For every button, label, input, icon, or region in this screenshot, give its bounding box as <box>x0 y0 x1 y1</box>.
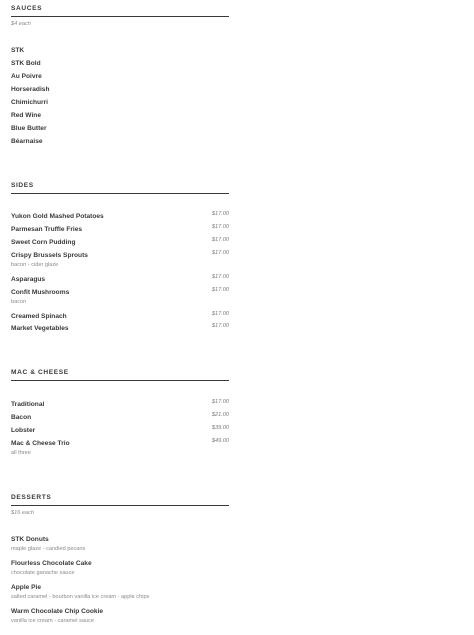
menu-item <box>11 239 229 247</box>
menu-item <box>11 112 229 120</box>
menu-item <box>11 138 229 146</box>
item-price: $17.00 <box>211 211 229 217</box>
menu-item <box>11 414 229 422</box>
item-price: $17.00 <box>211 237 229 243</box>
item-price: $17.00 <box>211 287 229 293</box>
sauces-title: SAUCES <box>11 5 43 12</box>
item-name: Apple Pie <box>11 584 42 591</box>
item-name: STK Donuts <box>11 536 49 543</box>
item-description: bacon <box>11 299 27 305</box>
menu-item <box>11 536 229 553</box>
item-name: Traditional <box>11 401 45 408</box>
menu-item <box>11 213 229 221</box>
sauces-price-note: $4 each <box>11 21 31 27</box>
item-price: $21.00 <box>211 412 229 418</box>
item-price: $17.00 <box>211 250 229 256</box>
item-description: vanilla ice cream - caramel sauce <box>11 618 95 624</box>
menu-item <box>11 60 229 68</box>
menu-item <box>11 252 229 269</box>
menu-item <box>11 427 229 435</box>
mac-cheese-divider <box>11 380 229 381</box>
menu-item <box>11 440 229 457</box>
item-description: bacon - cider glaze <box>11 262 59 268</box>
item-name: Creamed Spinach <box>11 313 67 320</box>
menu-item <box>11 47 229 55</box>
item-name: Market Vegetables <box>11 325 69 332</box>
menu-item <box>11 608 229 625</box>
item-name: Parmesan Truffle Fries <box>11 226 83 233</box>
item-name: Bacon <box>11 414 32 421</box>
item-description: maple glaze - candied pecans <box>11 546 86 552</box>
menu-item <box>11 584 229 601</box>
item-price: $17.00 <box>211 323 229 329</box>
item-name: STK <box>11 47 25 54</box>
item-price: $17.00 <box>211 224 229 230</box>
sauces-divider <box>11 16 229 17</box>
item-description: all three <box>11 450 31 456</box>
sides-divider <box>11 193 229 194</box>
mac-cheese-section <box>11 369 229 381</box>
menu-item <box>11 86 229 94</box>
menu-item <box>11 226 229 234</box>
desserts-title: DESSERTS <box>11 494 52 501</box>
desserts-section <box>11 494 229 517</box>
item-name: Blue Butter <box>11 125 47 132</box>
item-name: Lobster <box>11 427 36 434</box>
item-price: $17.00 <box>211 274 229 280</box>
menu-item <box>11 560 229 577</box>
item-name: Yukon Gold Mashed Potatoes <box>11 213 104 220</box>
item-name: Mac & Cheese Trio <box>11 440 70 447</box>
menu-item <box>11 276 229 284</box>
item-name: Warm Chocolate Chip Cookie <box>11 608 104 615</box>
sides-title: SIDES <box>11 182 34 189</box>
menu-item <box>11 125 229 133</box>
desserts-price-note: $16 each <box>11 510 35 516</box>
item-name: Au Poivre <box>11 73 42 80</box>
item-price: $49.00 <box>211 438 229 444</box>
item-name: Red Wine <box>11 112 41 119</box>
item-name: Horseradish <box>11 86 50 93</box>
item-name: Flourless Chocolate Cake <box>11 560 92 567</box>
item-description: salted caramel - bourbon vanilla ice cream - apple chips <box>11 594 150 600</box>
item-price: $17.00 <box>211 399 229 405</box>
sides-section <box>11 182 229 194</box>
desserts-divider <box>11 505 229 506</box>
item-name: Béarnaise <box>11 138 43 145</box>
item-name: STK Bold <box>11 60 41 67</box>
menu-item <box>11 99 229 107</box>
item-name: Chimichurri <box>11 99 49 106</box>
item-price: $39.00 <box>211 425 229 431</box>
item-price: $17.00 <box>211 311 229 317</box>
item-name: Crispy Brussels Sprouts <box>11 252 88 259</box>
item-name: Confit Mushrooms <box>11 289 70 296</box>
menu-item <box>11 401 229 409</box>
item-name: Asparagus <box>11 276 46 283</box>
menu-item <box>11 325 229 333</box>
mac-cheese-title: MAC & CHEESE <box>11 369 69 376</box>
item-description: chocolate ganache sauce <box>11 570 75 576</box>
sauces-section <box>11 5 229 28</box>
item-name: Sweet Corn Pudding <box>11 239 76 246</box>
menu-item <box>11 289 229 306</box>
menu-item <box>11 73 229 81</box>
menu-item <box>11 313 229 321</box>
